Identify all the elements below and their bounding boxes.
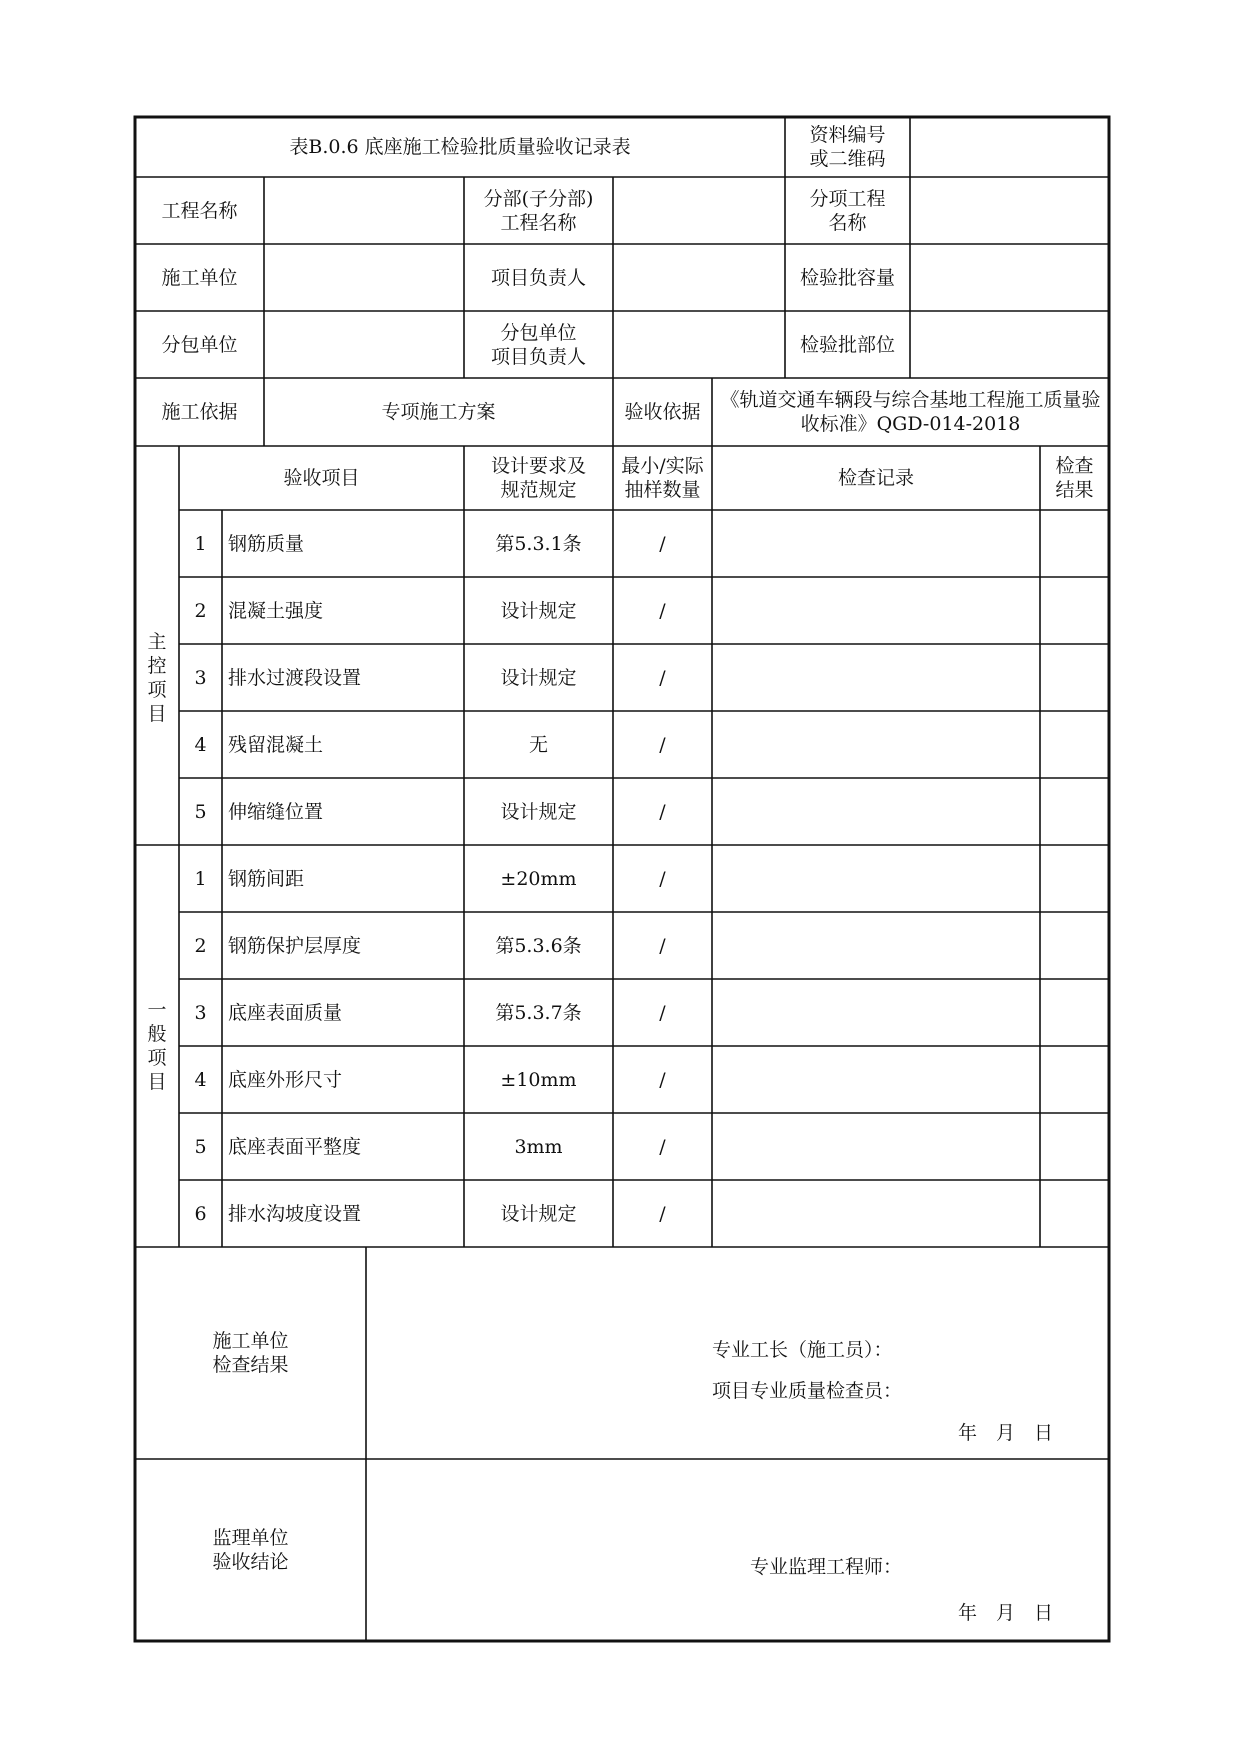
batch-location-field[interactable] [910,311,1109,378]
main-item-result-field[interactable] [1040,778,1109,845]
general-item-sampling[interactable]: / [659,1202,666,1225]
sub-item-field[interactable] [910,177,1109,244]
general-item-name: 钢筋保护层厚度 [228,934,362,957]
contractor-check-label [135,1247,366,1459]
subcontractor-field[interactable] [264,311,464,378]
sub-item-label-line2: 名称 [828,211,867,234]
sub-manager-label-line1: 分包单位 [500,321,577,344]
main-item-record-field[interactable] [712,644,1040,711]
general-item-no: 6 [194,1202,207,1225]
sub-manager-field[interactable] [613,311,785,378]
supervisor-date-label: 年 月 日 [958,1602,1054,1624]
general-item-result-field[interactable] [1040,912,1109,979]
main-item-result-field[interactable] [1040,711,1109,778]
general-item-requirement: 第5.3.6条 [495,934,582,957]
main-group-char-3: 项 [147,678,167,701]
main-item-name: 混凝土强度 [228,599,324,622]
supervisor-check-label [135,1459,366,1641]
main-group-char-2: 控 [147,654,167,677]
general-item-record-field[interactable] [712,1046,1040,1113]
main-item-result-field[interactable] [1040,577,1109,644]
main-item-no: 2 [194,599,207,622]
construction-basis-field[interactable]: 专项施工方案 [381,401,496,423]
main-item-requirement: 第5.3.1条 [495,532,582,555]
general-item-result-field[interactable] [1040,845,1109,912]
col-header-sampling-line2: 抽样数量 [624,479,701,501]
general-item-result-field[interactable] [1040,979,1109,1046]
main-item-result-field[interactable] [1040,510,1109,577]
main-item-name: 钢筋质量 [228,532,305,555]
col-header-requirement-line2: 规范规定 [500,479,577,501]
col-header-result-line1: 检查 [1055,455,1094,477]
doc-number-label-line2: 或二维码 [809,148,886,170]
main-item-record-field[interactable] [712,577,1040,644]
general-item-record-field[interactable] [712,845,1040,912]
contractor-label: 施工单位 [161,266,238,289]
general-item-name: 底座表面质量 [228,1001,343,1024]
general-item-requirement: 设计规定 [500,1202,577,1225]
project-name-field[interactable] [264,177,464,244]
main-item-record-field[interactable] [712,778,1040,845]
general-item-result-field[interactable] [1040,1180,1109,1247]
col-header-sampling [613,446,712,510]
main-item-no: 5 [194,800,207,823]
main-item-result-field[interactable] [1040,644,1109,711]
general-item-sampling[interactable]: / [659,867,666,890]
general-item-record-field[interactable] [712,1113,1040,1180]
general-group-char-4: 目 [147,1071,167,1093]
main-item-requirement: 设计规定 [500,800,577,823]
general-item-record-field[interactable] [712,912,1040,979]
doc-number-field[interactable] [910,117,1109,177]
general-group-char-1: 一 [147,999,167,1021]
sub-division-label-line1: 分部(子分部) [483,187,594,210]
batch-capacity-label: 检验批容量 [799,266,895,289]
col-header-requirement-line1: 设计要求及 [490,455,586,477]
subcontractor-label: 分包单位 [161,333,238,356]
general-item-sampling[interactable]: / [659,934,666,957]
main-item-no: 4 [194,733,207,756]
sub-division-label [464,177,613,244]
supervisor-engineer-label: 专业监理工程师： [750,1556,903,1578]
general-group-char-2: 般 [147,1023,167,1045]
foreman-signature-label: 专业工长（施工员）： [712,1339,893,1361]
supervisor-check-label-line1: 监理单位 [212,1527,289,1549]
construction-basis-label: 施工依据 [161,401,238,423]
sub-manager-label [464,311,613,378]
acceptance-basis-value [712,378,1109,446]
col-header-sampling-line1: 最小/实际 [621,455,704,477]
general-item-no: 4 [194,1068,207,1091]
supervisor-check-label-line2: 验收结论 [212,1551,289,1573]
col-header-result-line2: 结果 [1055,479,1094,501]
contractor-check-label-line1: 施工单位 [212,1330,289,1352]
general-item-requirement: 3mm [514,1135,563,1158]
sub-item-label-line1: 分项工程 [809,187,886,210]
main-item-sampling[interactable]: / [659,532,666,555]
inspector-signature-label: 项目专业质量检查员： [712,1380,903,1402]
main-item-no: 1 [194,532,207,555]
contractor-field[interactable] [264,244,464,311]
main-item-record-field[interactable] [712,510,1040,577]
main-item-name: 排水过渡段设置 [228,666,362,689]
general-item-name: 钢筋间距 [228,867,305,890]
general-item-requirement: 第5.3.7条 [495,1001,582,1024]
general-group-char-3: 项 [147,1047,167,1069]
main-item-requirement: 设计规定 [500,666,577,689]
col-header-record: 检查记录 [837,467,914,489]
general-item-name: 排水沟坡度设置 [228,1202,362,1225]
project-name-label: 工程名称 [161,199,238,222]
sub-manager-label-line2: 项目负责人 [490,345,586,368]
general-item-name: 底座外形尺寸 [228,1068,343,1091]
doc-number-label-line1: 资料编号 [809,124,886,146]
general-item-sampling[interactable]: / [659,1135,666,1158]
main-item-requirement: 无 [528,733,548,756]
main-item-requirement: 设计规定 [500,599,577,622]
project-manager-field[interactable] [613,244,785,311]
main-item-sampling[interactable]: / [659,599,666,622]
main-group-char-4: 目 [147,702,167,725]
general-item-no: 3 [194,1001,207,1024]
main-item-sampling[interactable]: / [659,666,666,689]
doc-number-label [785,117,910,177]
contractor-check-label-line2: 检查结果 [212,1354,289,1376]
main-item-sampling[interactable]: / [659,733,666,756]
acceptance-basis-label: 验收依据 [624,401,701,423]
general-item-record-field[interactable] [712,979,1040,1046]
acceptance-basis-line2: 收标准》QGD-014-2018 [800,413,1021,435]
batch-capacity-field[interactable] [910,244,1109,311]
main-item-name: 残留混凝土 [228,733,324,756]
col-header-result [1040,446,1109,510]
contractor-date-label: 年 月 日 [958,1422,1054,1444]
general-item-record-field[interactable] [712,1180,1040,1247]
general-item-no: 5 [194,1135,207,1158]
main-item-name: 伸缩缝位置 [228,800,324,823]
project-manager-label: 项目负责人 [490,266,586,289]
sub-division-field[interactable] [613,177,785,244]
sub-item-label [785,177,910,244]
general-item-sampling[interactable]: / [659,1068,666,1091]
batch-location-label: 检验批部位 [799,333,895,356]
general-item-result-field[interactable] [1040,1046,1109,1113]
main-items-group-label [135,446,179,845]
form-title: 表B.0.6 底座施工检验批质量验收记录表 [289,136,631,158]
main-item-record-field[interactable] [712,711,1040,778]
main-group-char-1: 主 [147,630,167,653]
general-item-no: 1 [194,867,207,890]
general-item-sampling[interactable]: / [659,1001,666,1024]
acceptance-basis-line1: 《轨道交通车辆段与综合基地工程施工质量验 [720,389,1101,411]
general-item-result-field[interactable] [1040,1113,1109,1180]
general-item-name: 底座表面平整度 [228,1135,362,1158]
general-item-requirement: ±10mm [500,1068,577,1091]
general-item-no: 2 [194,934,207,957]
general-item-requirement: ±20mm [500,867,577,890]
main-item-sampling[interactable]: / [659,800,666,823]
general-items-group-label [135,845,179,1247]
col-header-item: 验收项目 [283,467,360,489]
sub-division-label-line2: 工程名称 [500,211,577,234]
main-item-no: 3 [194,666,207,689]
col-header-requirement [464,446,613,510]
